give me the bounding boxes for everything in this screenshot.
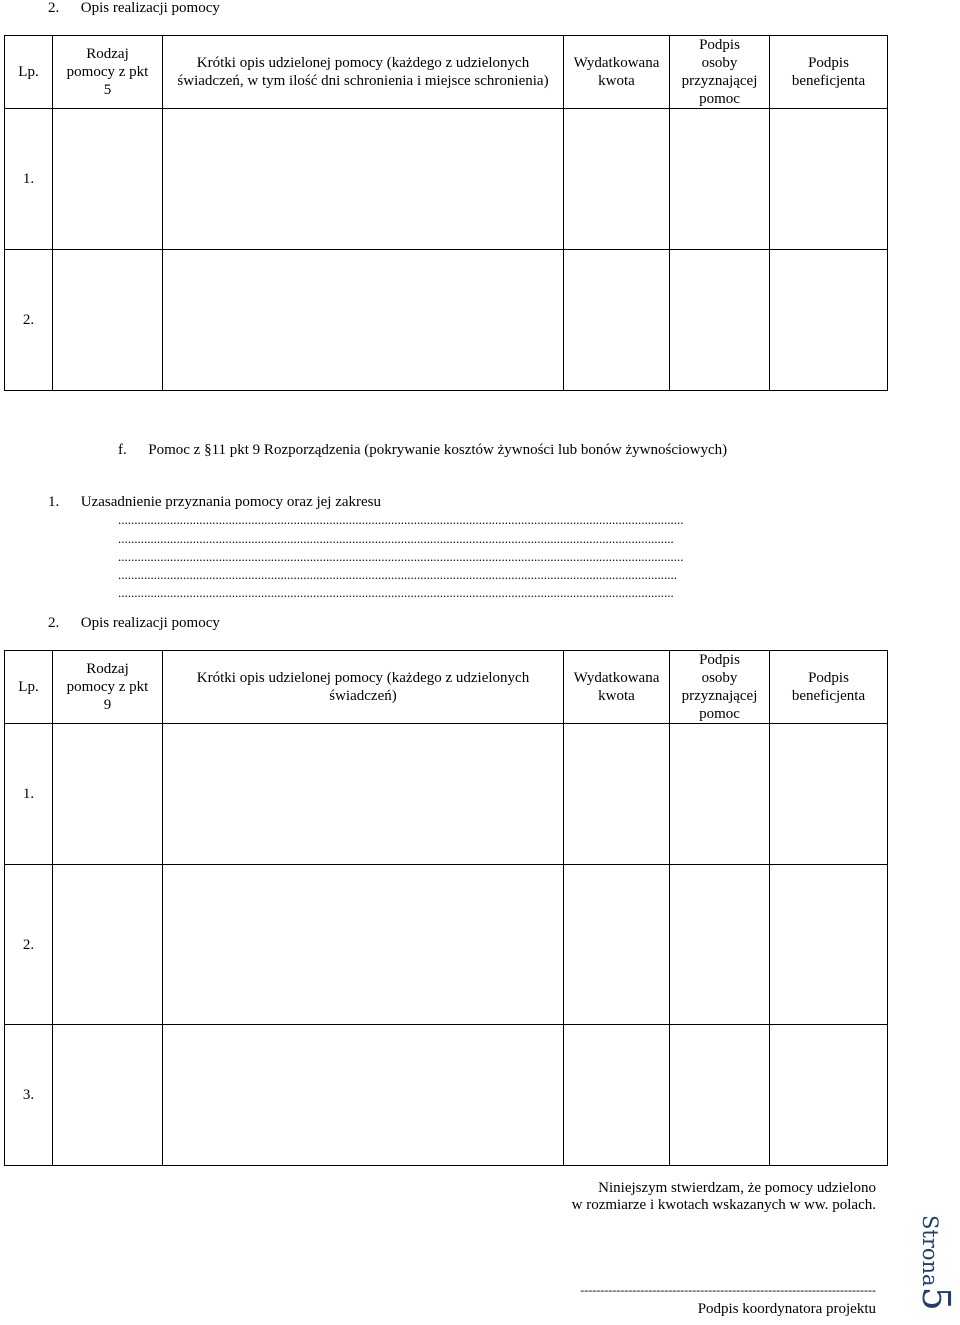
header-amount: Wydatkowana kwota: [564, 36, 670, 109]
heading-text: Opis realizacji pomocy: [80, 0, 220, 16]
aid-table-pkt5: [4, 35, 888, 391]
item-number: 1.: [48, 494, 60, 510]
table-header-row: [5, 651, 888, 724]
cell-granting-signature[interactable]: [670, 865, 770, 1025]
row-number: 2.: [5, 865, 53, 1025]
cell-amount[interactable]: [564, 865, 670, 1025]
justification-heading: [48, 494, 381, 511]
cell-beneficiary-signature[interactable]: [770, 865, 888, 1025]
statement-line-1: Niniejszym stwierdzam, że pomocy udzielono: [598, 1180, 876, 1196]
dotted-fill-line[interactable]: ..............................................................................................................................................................................: [118, 513, 684, 527]
header-granting-signature: Podpis osoby przyznającej pomoc: [670, 651, 770, 724]
cell-aid-type[interactable]: [53, 250, 163, 391]
cell-aid-type[interactable]: [53, 1025, 163, 1166]
cell-granting-signature[interactable]: [670, 250, 770, 391]
header-amount: Wydatkowana kwota: [564, 651, 670, 724]
heading-number: 2.: [48, 0, 60, 16]
cell-amount[interactable]: [564, 1025, 670, 1166]
cell-amount[interactable]: [564, 250, 670, 391]
table-row: [5, 250, 888, 391]
dotted-fill-line[interactable]: ...........................................................................................................................................................................: [118, 586, 674, 600]
table-row: [5, 109, 888, 250]
signature-line[interactable]: --------------------------------------------------------------------------: [580, 1283, 876, 1297]
dotted-fill-line[interactable]: ...........................................................................................................................................................................: [118, 532, 674, 546]
header-beneficiary-signature: Podpis beneficjenta: [770, 36, 888, 109]
row-number: 1.: [5, 724, 53, 865]
section-e-heading: [48, 0, 220, 17]
cell-beneficiary-signature[interactable]: [770, 724, 888, 865]
item-text: Opis realizacji pomocy: [80, 615, 220, 631]
cell-aid-type[interactable]: [53, 109, 163, 250]
header-description: Krótki opis udzielonej pomocy (każdego z udzielonych świadczeń, w tym ilość dni schronienia i miejsce schronienia): [163, 36, 564, 109]
table-header-row: [5, 36, 888, 109]
cell-description[interactable]: [163, 109, 564, 250]
dotted-fill-line[interactable]: ............................................................................................................................................................................: [118, 568, 677, 582]
section-title: Pomoc z §11 pkt 9 Rozporządzenia (pokrywanie kosztów żywności lub bonów żywnościowych): [148, 442, 728, 458]
cell-beneficiary-signature[interactable]: [770, 1025, 888, 1166]
dotted-fill-line[interactable]: ..............................................................................................................................................................................: [118, 550, 684, 564]
cell-granting-signature[interactable]: [670, 724, 770, 865]
row-number: 1.: [5, 109, 53, 250]
aid-table-pkt9: [4, 650, 888, 1166]
table-row: [5, 1025, 888, 1166]
cell-beneficiary-signature[interactable]: [770, 109, 888, 250]
cell-description[interactable]: [163, 865, 564, 1025]
cell-description[interactable]: [163, 724, 564, 865]
header-beneficiary-signature: Podpis beneficjenta: [770, 651, 888, 724]
signature-label: Podpis koordynatora projektu: [697, 1301, 876, 1317]
cell-description[interactable]: [163, 250, 564, 391]
item-number: 2.: [48, 615, 60, 631]
cell-description[interactable]: [163, 1025, 564, 1166]
section-f-title: [118, 442, 727, 459]
header-granting-signature: Podpis osoby przyznającej pomoc: [670, 36, 770, 109]
row-number: 2.: [5, 250, 53, 391]
cell-aid-type[interactable]: [53, 865, 163, 1025]
statement-line-2: w rozmiarze i kwotach wskazanych w ww. polach.: [571, 1197, 876, 1213]
section-letter: f.: [118, 442, 127, 458]
page-word: Strona: [918, 1215, 942, 1287]
cell-granting-signature[interactable]: [670, 109, 770, 250]
page-number-tag: [914, 1215, 958, 1325]
header-aid-type: Rodzaj pomocy z pkt 9: [53, 651, 163, 724]
realization-heading: [48, 615, 220, 632]
table-row: [5, 865, 888, 1025]
cell-aid-type[interactable]: [53, 724, 163, 865]
item-text: Uzasadnienie przyznania pomocy oraz jej zakresu: [80, 494, 382, 510]
cell-granting-signature[interactable]: [670, 1025, 770, 1166]
cell-beneficiary-signature[interactable]: [770, 250, 888, 391]
cell-amount[interactable]: [564, 109, 670, 250]
header-lp: Lp.: [5, 651, 53, 724]
table-row: [5, 724, 888, 865]
page-number: 5: [914, 1286, 958, 1311]
header-description: Krótki opis udzielonej pomocy (każdego z udzielonych świadczeń): [163, 651, 564, 724]
header-aid-type: Rodzaj pomocy z pkt 5: [53, 36, 163, 109]
header-lp: Lp.: [5, 36, 53, 109]
cell-amount[interactable]: [564, 724, 670, 865]
row-number: 3.: [5, 1025, 53, 1166]
